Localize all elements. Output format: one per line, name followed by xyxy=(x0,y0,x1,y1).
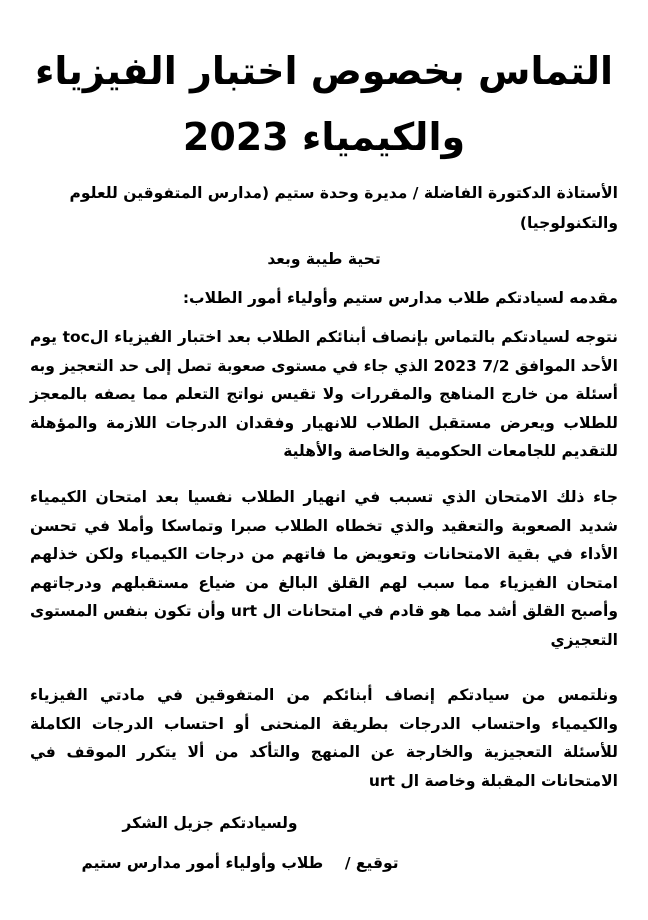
letter-signature: توقيع / طلاب وأولياء أمور مدارس ستيم xyxy=(81,854,399,872)
letter-intro: مقدمه لسيادتكم طلاب مدارس ستيم وأولياء أمور الطلاب: xyxy=(182,289,618,307)
letter-greeting: تحية طيبة وبعد xyxy=(267,250,381,268)
letter-title: التماس بخصوص اختبار الفيزياء والكيمياء 2023 xyxy=(34,49,614,159)
letter-paragraph: ونلتمس من سيادتكم إنصاف أبنائكم من المتفوقين في مادتي الفيزياء والكيمياء واحتساب الدرجات بطريقة المنحنى أو احتساب الدرجات الكاملة للأسئلة التعجيزية والخارجة عن المنهج والتأكد من ألا يتكرر الموقف في الامتحانات المقبلة وخاصة ال urt xyxy=(30,686,618,790)
letter-addressee: الأستاذة الدكتورة الفاضلة / مديرة وحدة ستيم (مدارس المتفوقين للعلوم والتكنولوجيا) xyxy=(69,184,618,232)
letter-paragraph: نتوجه لسيادتكم بالتماس بإنصاف أبنائكم الطلاب بعد اختبار الفيزياء الtoc يوم الأحد الموافق 7/2 2023 الذي جاء في مستوى صعوبة تصل إلى حد التعجيز وبه أسئلة من خارج المناهج والمقررات ولا تقيس نواتج التعلم مما يصفه بالمعجز للطلاب ويعرض مستقبل الطلاب للانهيار وفقدان الدرجات اللازمة والمؤهلة للتقديم للجامعات الحكومية والخاصة والأهلية xyxy=(30,328,618,460)
letter-closing: ولسيادتكم جزيل الشكر xyxy=(122,814,298,832)
letter-paragraph: جاء ذلك الامتحان الذي تسبب في انهيار الطلاب نفسيا بعد امتحان الكيمياء شديد الصعوبة والتعقيد والذي تخطاه الطلاب صبرا وتماسكا وأملا في تحسن الأداء في بقية الامتحانات وتعويض ما فاتهم من درجات الكيمياء ولكن خذلهم امتحان الفيزياء مما سبب لهم القلق البالغ من ضياع مستقبلهم ودرجاتهم وأصبح القلق أشد مما هو قادم في امتحانات ال urt وأن تكون بنفس المستوى التعجيزي xyxy=(30,488,618,649)
